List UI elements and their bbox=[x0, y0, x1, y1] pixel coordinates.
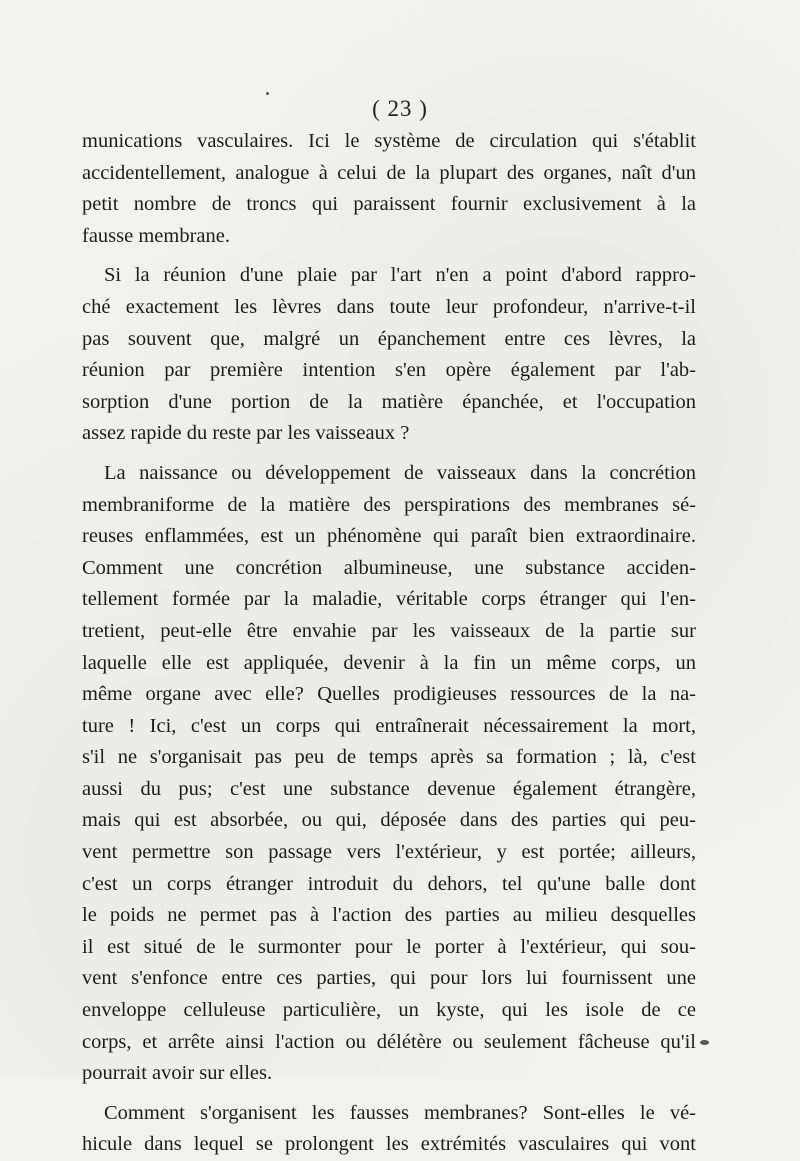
paragraph-4 bbox=[82, 1098, 696, 1161]
text-line: aussi du pus; c'est une substance devenue également étrangère, bbox=[82, 777, 696, 800]
text-line: membraniforme de la matière des perspirations des membranes sé- bbox=[82, 493, 696, 516]
text-line: munications vasculaires. Ici le système de circulation qui s'établit bbox=[82, 130, 696, 152]
text-line: sorption d'une portion de la matière épanchée, et l'occupation bbox=[82, 390, 696, 413]
text-line: pas souvent que, malgré un épanchement entre ces lèvres, la bbox=[82, 327, 696, 350]
paragraph-3 bbox=[82, 458, 696, 1090]
text-line: reuses enflammées, est un phénomène qui paraît bien extraordinaire. bbox=[82, 525, 696, 548]
text-line: fausse membrane. bbox=[82, 224, 230, 247]
text-line: tretient, peut-elle être envahie par les vaisseaux de la partie sur bbox=[82, 619, 696, 642]
text-line: enveloppe celluleuse particulière, un kyste, qui les isole de ce bbox=[82, 999, 696, 1022]
text-line: Si la réunion d'une plaie par l'art n'en a point d'abord rappro- bbox=[104, 264, 696, 287]
text-line: petit nombre de troncs qui paraissent fournir exclusivement à la bbox=[82, 193, 696, 216]
text-line: le poids ne permet pas à l'action des parties au milieu desquelles bbox=[82, 904, 696, 927]
text-line: réunion par première intention s'en opère également par l'ab- bbox=[82, 359, 696, 382]
text-line: pourrait avoir sur elles. bbox=[82, 1062, 273, 1085]
page-number: ( 23 ) bbox=[372, 96, 428, 121]
text-line: accidentellement, analogue à celui de la plupart des organes, naît d'un bbox=[82, 161, 696, 184]
text-line: ché exactement les lèvres dans toute leur profondeur, n'arrive-t-il bbox=[82, 295, 696, 318]
text-line: La naissance ou développement de vaisseaux dans la concrétion bbox=[104, 461, 696, 484]
text-line: Comment une concrétion albumineuse, une substance acciden- bbox=[82, 556, 696, 579]
text-line: vent s'enfonce entre ces parties, qui pour lors lui fournissent une bbox=[82, 967, 696, 990]
ink-speck bbox=[266, 92, 269, 95]
text-line: il est situé de le surmonter pour le porter à l'extérieur, qui sou- bbox=[82, 935, 696, 958]
text-line: tellement formée par la maladie, véritable corps étranger qui l'en- bbox=[82, 588, 696, 611]
text-line: même organe avec elle? Quelles prodigieuses ressources de la na- bbox=[82, 683, 696, 706]
text-line: hicule dans lequel se prolongent les extrémités vasculaires qui vont bbox=[82, 1133, 696, 1156]
body-text bbox=[82, 126, 696, 1161]
text-line: Comment s'organisent les fausses membranes? Sont-elles le vé- bbox=[104, 1101, 696, 1124]
text-line: corps, et arrête ainsi l'action ou délétère ou seulement fâcheuse qu'il bbox=[82, 1030, 696, 1053]
text-line: vent permettre son passage vers l'extérieur, y est portée; ailleurs, bbox=[82, 841, 696, 864]
text-line: ture ! Ici, c'est un corps qui entraînerait nécessairement la mort, bbox=[82, 714, 696, 737]
text-line: assez rapide du reste par les vaisseaux ? bbox=[82, 422, 410, 445]
text-line: s'il ne s'organisait pas peu de temps après sa formation ; là, c'est bbox=[82, 746, 696, 769]
text-line: mais qui est absorbée, ou qui, déposée dans des parties qui peu- bbox=[82, 809, 696, 832]
text-line: c'est un corps étranger introduit du dehors, tel qu'une balle dont bbox=[82, 872, 696, 895]
text-line: laquelle elle est appliquée, devenir à la fin un même corps, un bbox=[82, 651, 696, 674]
paragraph-1 bbox=[82, 126, 696, 252]
paragraph-2 bbox=[82, 260, 696, 450]
ink-speck bbox=[700, 1040, 709, 1045]
